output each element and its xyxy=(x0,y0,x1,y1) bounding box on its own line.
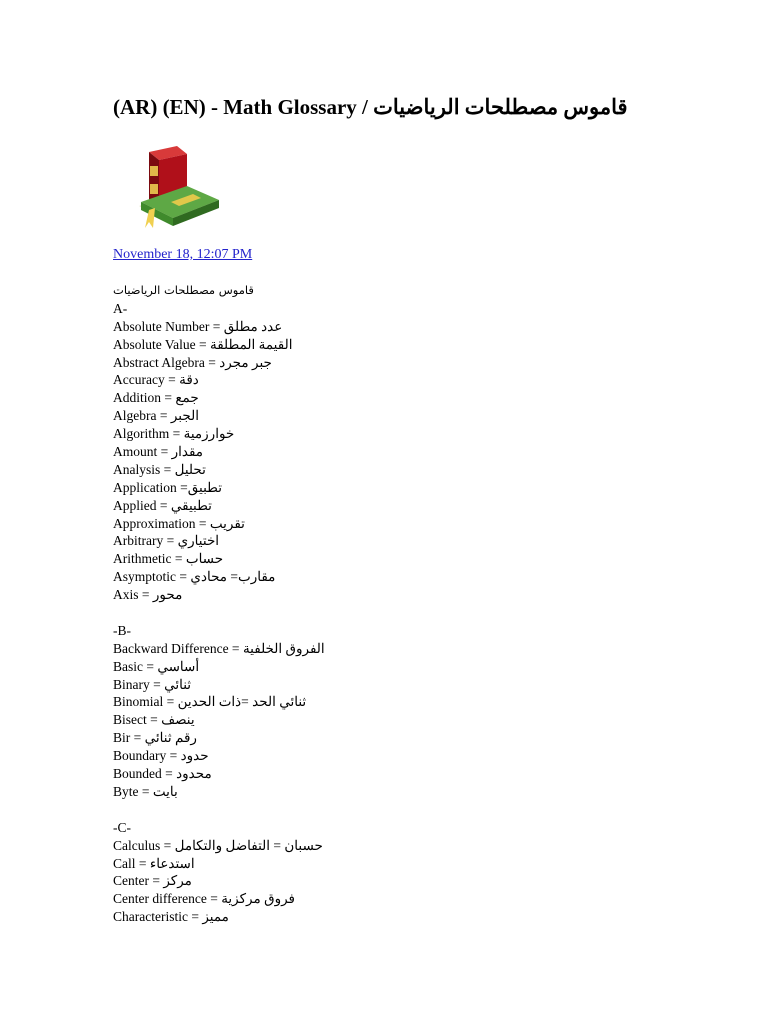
section-heading: A- xyxy=(113,300,128,316)
section-b xyxy=(113,622,325,801)
glossary-entry: Backward Difference = الفروق الخلفية xyxy=(113,640,325,656)
glossary-entry: Analysis = تحليل xyxy=(113,461,206,477)
glossary-entry: Binomial = ثنائي الحد =ذات الحدين xyxy=(113,694,307,710)
glossary-entry: Axis = محور xyxy=(113,587,183,603)
section-c xyxy=(113,819,325,926)
glossary-entry: Binary = ثنائي xyxy=(113,676,192,692)
glossary-entry: Absolute Value = القيمة المطلقة xyxy=(113,336,293,352)
section-heading: -C- xyxy=(113,819,131,835)
spacer xyxy=(113,801,325,819)
glossary-entry: Calculus = حسبان = التفاضل والتكامل xyxy=(113,837,323,853)
book-icon xyxy=(127,144,231,240)
glossary-entry: Algorithm = خوارزمية xyxy=(113,426,235,442)
glossary-entry: Bisect = ينصف xyxy=(113,712,195,728)
glossary-entry: Bir = رقم ثنائي xyxy=(113,730,197,746)
glossary-heading: قاموس مصطلحات الرياضيات xyxy=(113,283,254,297)
date-link[interactable]: November 18, 12:07 PM xyxy=(113,247,253,262)
glossary-entry: Algebra = الجبر xyxy=(113,408,199,424)
glossary-entry: Abstract Algebra = جبر مجرد xyxy=(113,354,272,370)
glossary-entry: Absolute Number = عدد مطلق xyxy=(113,318,283,334)
glossary-entry: Applied = تطبيقي xyxy=(113,497,212,513)
glossary-entry: Application =تطبيق xyxy=(113,479,222,495)
glossary-entry: Amount = مقدار xyxy=(113,444,204,460)
glossary-entry: Approximation = تقريب xyxy=(113,515,245,531)
glossary-entry: Addition = جمع xyxy=(113,390,199,406)
glossary-entry: Byte = بايت xyxy=(113,783,178,799)
glossary-entry: Basic = أساسي xyxy=(113,658,200,674)
glossary-entry: Accuracy = دقة xyxy=(113,372,199,388)
page-title: (AR) (EN) - Math Glossary / قاموس مصطلحات الرياضيات xyxy=(113,95,628,119)
glossary-entry: Call = استدعاء xyxy=(113,855,195,871)
glossary-entry: Bounded = محدود xyxy=(113,766,212,782)
glossary-entry: Arithmetic = حساب xyxy=(113,551,224,567)
glossary-entry: Center = مركز xyxy=(113,873,192,889)
section-a xyxy=(113,300,325,604)
glossary-content xyxy=(113,282,325,926)
glossary-entry: Characteristic = مميز xyxy=(113,909,229,925)
spacer xyxy=(113,604,325,622)
glossary-entry: Center difference = فروق مركزية xyxy=(113,891,296,907)
glossary-entry: Arbitrary = اختياري xyxy=(113,533,220,549)
glossary-entry: Asymptotic = مقارب= محادي xyxy=(113,569,276,585)
section-heading: -B- xyxy=(113,622,131,638)
glossary-entry: Boundary = حدود xyxy=(113,748,209,764)
